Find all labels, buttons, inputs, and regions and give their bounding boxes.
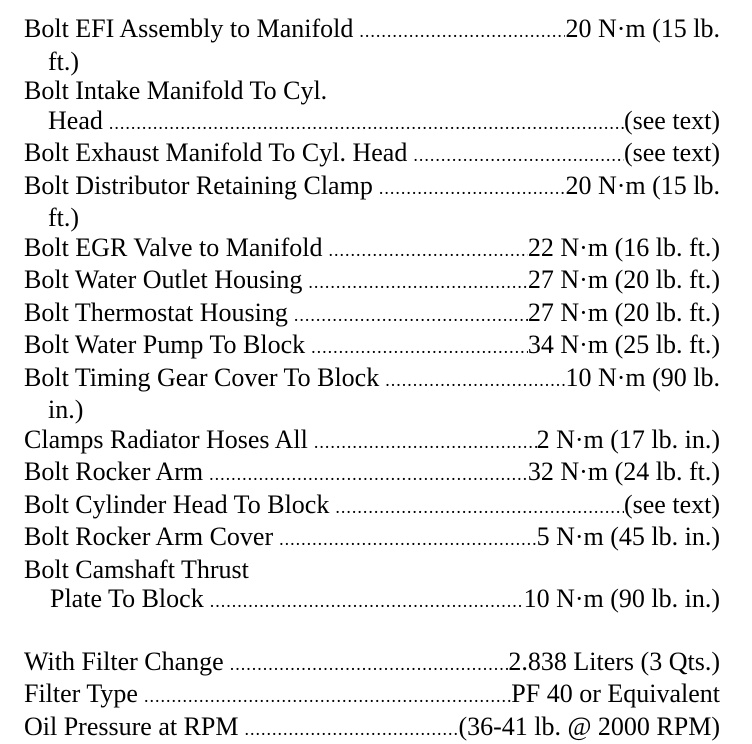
spec-row-rocker-arm-cover bbox=[24, 522, 720, 555]
spec-value: 10 N·m (90 lb. bbox=[565, 362, 720, 392]
spec-row-oil-pressure bbox=[24, 712, 720, 744]
spec-value: 27 N·m (20 lb. ft.) bbox=[527, 265, 720, 294]
spec-value: 10 N·m (90 lb. in.) bbox=[523, 584, 720, 613]
spec-label: Bolt Exhaust Manifold To Cyl. Head bbox=[24, 138, 408, 167]
spec-row-continuation bbox=[24, 47, 720, 77]
leader-dots bbox=[273, 525, 536, 555]
leader-dots bbox=[203, 460, 528, 490]
spec-value: 2.838 Liters (3 Qts.) bbox=[508, 646, 720, 676]
leader-dots bbox=[239, 715, 459, 744]
spec-row-water-outlet bbox=[24, 265, 720, 298]
spec-value: (see text) bbox=[623, 105, 720, 135]
leader-dots bbox=[204, 587, 524, 617]
spec-continuation: in.) bbox=[48, 395, 84, 424]
spec-label: Bolt Intake Manifold To Cyl. bbox=[24, 76, 328, 105]
spec-row-continuation bbox=[24, 203, 720, 233]
spec-row-filter-type bbox=[24, 679, 720, 712]
leader-dots bbox=[224, 650, 509, 680]
spec-value: 20 N·m (15 lb. bbox=[565, 14, 720, 43]
spec-label: Bolt Timing Gear Cover To Block bbox=[24, 362, 380, 392]
spec-label: Bolt Camshaft Thrust bbox=[24, 554, 249, 584]
leader-dots bbox=[288, 301, 528, 331]
spec-row-timing-gear-cover bbox=[24, 363, 720, 396]
spec-label: Bolt Water Outlet Housing bbox=[24, 265, 303, 294]
spec-document bbox=[24, 14, 720, 744]
spec-row-water-pump bbox=[24, 330, 720, 363]
spec-label: Bolt Rocker Arm bbox=[24, 457, 204, 486]
spec-row-thermostat-housing bbox=[24, 298, 720, 331]
spec-label-continuation: Head bbox=[48, 105, 103, 135]
spec-row-radiator-hoses bbox=[24, 425, 720, 458]
leader-dots bbox=[308, 428, 537, 458]
leader-dots bbox=[353, 17, 565, 47]
spec-row-cylinder-head bbox=[24, 490, 720, 523]
leader-dots bbox=[138, 682, 511, 712]
spec-label: Filter Type bbox=[24, 679, 138, 708]
spec-value: (see text) bbox=[623, 138, 720, 167]
spec-continuation: ft.) bbox=[48, 203, 80, 232]
spec-label-continuation: Plate To Block bbox=[50, 584, 204, 613]
spec-label: Bolt EFI Assembly to Manifold bbox=[24, 14, 354, 43]
leader-dots bbox=[329, 493, 624, 523]
leader-dots bbox=[407, 141, 624, 171]
spec-value: 5 N·m (45 lb. in.) bbox=[536, 522, 720, 551]
spec-label: Bolt Rocker Arm Cover bbox=[24, 522, 274, 551]
spec-label: Bolt Water Pump To Block bbox=[24, 330, 306, 359]
leader-dots bbox=[323, 236, 528, 266]
spec-label: Bolt Cylinder Head To Block bbox=[24, 489, 330, 519]
spec-row-rocker-arm bbox=[24, 457, 720, 490]
spec-value: 32 N·m (24 lb. ft.) bbox=[527, 457, 720, 486]
spec-row-continuation bbox=[24, 395, 720, 425]
spec-row-camshaft-thrust-cont bbox=[24, 584, 720, 617]
leader-dots bbox=[302, 268, 528, 298]
leader-dots bbox=[379, 366, 565, 396]
spec-value: 2 N·m (17 lb. in.) bbox=[536, 424, 720, 454]
section-gap bbox=[24, 617, 720, 647]
spec-continuation: ft.) bbox=[48, 46, 80, 76]
spec-value: 27 N·m (20 lb. ft.) bbox=[527, 297, 720, 327]
spec-value: 22 N·m (16 lb. ft.) bbox=[527, 232, 720, 262]
spec-label: Oil Pressure at RPM bbox=[24, 711, 239, 741]
spec-label: Bolt Distributor Retaining Clamp bbox=[24, 170, 373, 200]
spec-row-intake-manifold-cont bbox=[24, 106, 720, 139]
spec-row-exhaust-manifold bbox=[24, 138, 720, 171]
spec-row-camshaft-thrust bbox=[24, 555, 720, 585]
spec-value: (36-41 lb. @ 2000 RPM) bbox=[458, 711, 720, 741]
spec-row-egr-valve bbox=[24, 233, 720, 266]
spec-value: 34 N·m (25 lb. ft.) bbox=[527, 330, 720, 359]
spec-label: Bolt Thermostat Housing bbox=[24, 297, 288, 327]
spec-row-filter-change bbox=[24, 647, 720, 680]
spec-value: 20 N·m (15 lb. bbox=[565, 170, 720, 200]
leader-dots bbox=[103, 109, 624, 139]
spec-value: (see text) bbox=[623, 489, 720, 519]
leader-dots bbox=[305, 333, 528, 363]
spec-label: With Filter Change bbox=[24, 646, 224, 676]
spec-value: PF 40 or Equivalent bbox=[511, 679, 720, 708]
spec-row-efi-assembly bbox=[24, 14, 720, 47]
spec-label: Clamps Radiator Hoses All bbox=[24, 424, 308, 454]
spec-row-distributor-clamp bbox=[24, 171, 720, 204]
spec-label: Bolt EGR Valve to Manifold bbox=[24, 232, 323, 262]
leader-dots bbox=[373, 174, 566, 204]
spec-row-intake-manifold bbox=[24, 76, 720, 106]
